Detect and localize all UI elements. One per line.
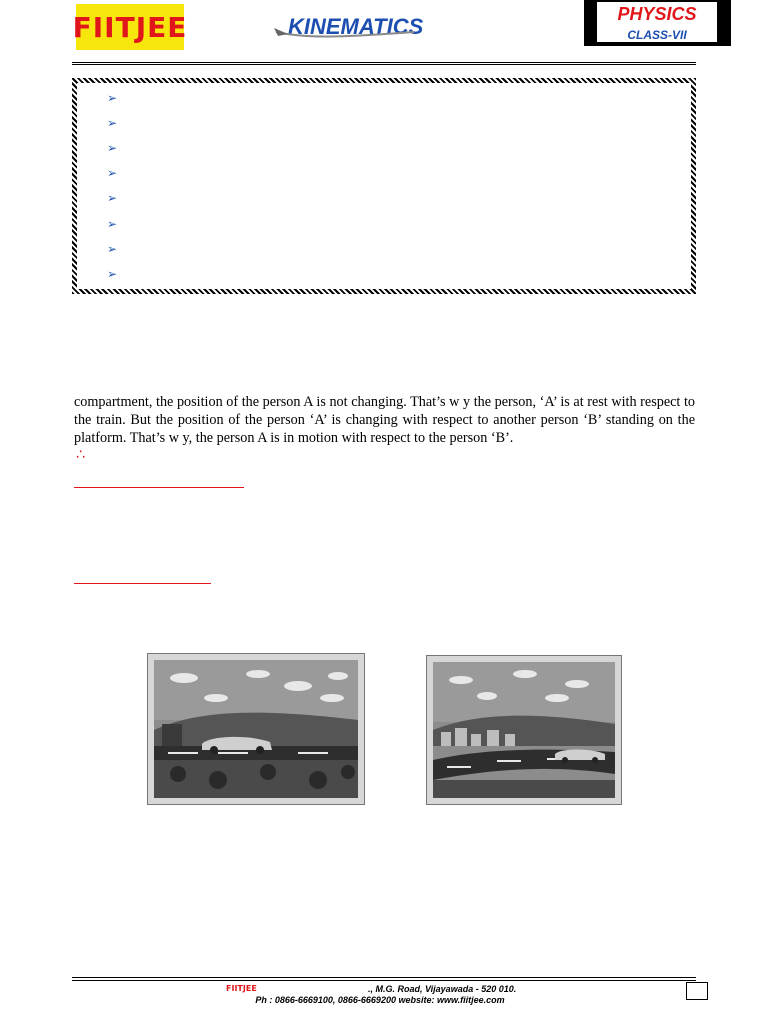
- arrowhead-bullet-icon: ➢: [107, 266, 118, 281]
- class-label: CLASS-VII: [627, 28, 687, 42]
- footer-divider: [72, 977, 696, 978]
- arrowhead-bullet-icon: ➢: [107, 216, 118, 231]
- chapter-title-text: KINEMATICS: [288, 14, 424, 39]
- footer-address: ., M.G. Road, Vijayawada - 520 010.: [368, 984, 517, 994]
- arrowhead-bullet-icon: ➢: [107, 241, 118, 256]
- arrowhead-bullet-icon: ➢: [107, 116, 118, 131]
- subject-title: PHYSICS: [617, 4, 697, 24]
- heading-underline-1: [74, 487, 244, 488]
- arrowhead-bullet-icon: ➢: [107, 191, 118, 206]
- footer-contact: Ph : 0866-6669100, 0866-6669200 website: www.fiitjee.com: [255, 995, 505, 1005]
- page-number-box: [686, 982, 708, 1000]
- fiitjee-logo-text: FIITJEE: [72, 10, 188, 44]
- subject-badge: [584, 0, 731, 46]
- fiitjee-logo: [72, 4, 188, 50]
- header-divider: [72, 62, 696, 63]
- footer-brand: FIITJEE: [226, 984, 257, 993]
- objectives-box: [72, 78, 696, 294]
- body-paragraph: compartment, the position of the person A is not changing. That’s w y the person, ‘A’ is at rest with respect to the train. But the position of the person ‘A’ is changing with respect to another person ‘B’ standing on the platform. That’s w y, the person A is in motion with respect to the person ‘B’.: [74, 394, 695, 446]
- car-on-road-illustration-right: [426, 655, 622, 805]
- arrowhead-bullet-icon: ➢: [107, 91, 118, 105]
- therefore-symbol: ∴: [76, 447, 85, 463]
- heading-underline-2: [74, 583, 211, 584]
- footer-divider-secondary: [72, 980, 696, 981]
- car-on-road-illustration-left: [147, 653, 365, 805]
- arrowhead-bullet-icon: ➢: [107, 166, 118, 181]
- header-divider-secondary: [72, 64, 696, 65]
- arrowhead-bullet-icon: ➢: [107, 141, 118, 156]
- landscape-car-image: [148, 654, 364, 804]
- landscape-car-image: [427, 656, 621, 804]
- chapter-swoosh-icon: [274, 26, 434, 40]
